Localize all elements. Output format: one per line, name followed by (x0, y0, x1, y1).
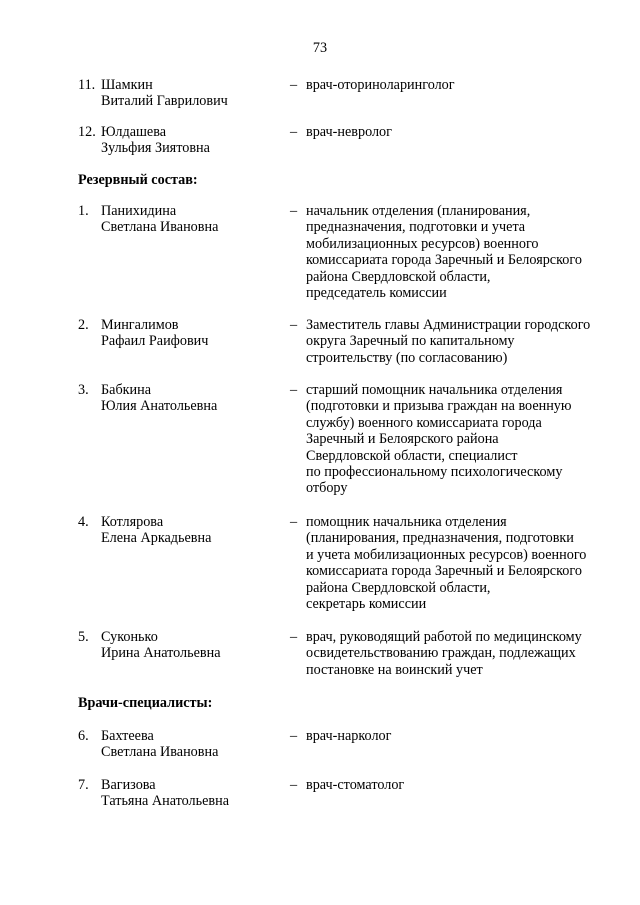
member-name (101, 777, 281, 810)
position-line: председатель комиссии (306, 285, 447, 302)
position-line: врач-оториноларинголог (306, 77, 455, 93)
member-name (101, 382, 281, 415)
given-names: Елена Аркадьевна (101, 530, 212, 547)
member-position (306, 124, 636, 140)
position-line: отбору (306, 480, 348, 497)
entry-number: 6. (78, 728, 89, 744)
surname: Мингалимов (101, 317, 179, 333)
entry-number: 3. (78, 382, 89, 398)
member-name (101, 317, 281, 350)
surname: Панихидина (101, 203, 177, 219)
given-names: Светлана Ивановна (101, 744, 219, 761)
dash: – (290, 728, 298, 744)
dash: – (290, 124, 298, 140)
member-name (101, 124, 281, 157)
member-name (101, 629, 281, 662)
dash: – (290, 77, 298, 93)
position-line: врач-нарколог (306, 728, 392, 744)
position-line: строительству (по согласованию) (306, 349, 508, 366)
given-names: Рафаил Раифович (101, 333, 209, 350)
entry-number: 11. (78, 77, 96, 93)
position-line: и учета мобилизационных ресурсов) военного (306, 546, 587, 563)
entry-number: 4. (78, 514, 89, 530)
position-line: начальник отделения (планирования, (306, 203, 531, 219)
page-number: 73 (312, 40, 328, 56)
position-line: Свердловской области, специалист (306, 447, 518, 464)
entry-number: 2. (78, 317, 89, 333)
entry-number: 7. (78, 777, 89, 793)
dash: – (290, 382, 298, 398)
position-line: Заместитель главы Администрации городского (306, 317, 591, 333)
given-names: Зульфия Зиятовна (101, 140, 210, 157)
member-name (101, 514, 281, 547)
surname: Вагизова (101, 777, 156, 793)
entry-number: 1. (78, 203, 89, 219)
member-position (306, 317, 636, 366)
dash: – (290, 317, 298, 333)
position-line: района Свердловской области, (306, 579, 491, 596)
position-line: секретарь комиссии (306, 596, 427, 613)
position-line: района Свердловской области, (306, 268, 491, 285)
position-line: врач-стоматолог (306, 777, 405, 793)
given-names: Юлия Анатольевна (101, 398, 218, 415)
position-line: старший помощник начальника отделения (306, 382, 563, 398)
entry-number: 12. (78, 124, 96, 140)
member-position (306, 629, 636, 678)
position-line: врач, руководящий работой по медицинскому (306, 629, 582, 645)
member-name (101, 203, 281, 236)
member-position (306, 203, 636, 301)
member-name (101, 728, 281, 761)
given-names: Ирина Анатольевна (101, 645, 221, 662)
surname: Суконько (101, 629, 158, 645)
given-names: Виталий Гаврилович (101, 93, 228, 110)
dash: – (290, 777, 298, 793)
position-line: постановке на воинский учет (306, 661, 483, 678)
member-position (306, 777, 636, 793)
dash: – (290, 514, 298, 530)
position-line: предназначения, подготовки и учета (306, 219, 526, 236)
surname: Бахтеева (101, 728, 154, 744)
position-line: мобилизационных ресурсов) военного (306, 235, 539, 252)
position-line: освидетельствованию граждан, подлежащих (306, 645, 576, 662)
position-line: округа Заречный по капитальному (306, 333, 515, 350)
member-position (306, 514, 636, 612)
entry-number: 5. (78, 629, 89, 645)
position-line: (планирования, предназначения, подготовки (306, 530, 574, 547)
member-position (306, 382, 636, 497)
doctors-heading: Врачи-специалисты: (78, 695, 213, 711)
surname: Бабкина (101, 382, 152, 398)
reserve-heading: Резервный состав: (78, 172, 198, 188)
position-line: комиссариата города Заречный и Белоярского (306, 563, 582, 580)
position-line: службу) военного комиссариата города (306, 414, 542, 431)
dash: – (290, 203, 298, 219)
surname: Юлдашева (101, 124, 167, 140)
position-line: (подготовки и призыва граждан на военную (306, 398, 572, 415)
position-line: врач-невролог (306, 124, 392, 140)
surname: Котлярова (101, 514, 164, 530)
given-names: Светлана Ивановна (101, 219, 219, 236)
position-line: Заречный и Белоярского района (306, 431, 499, 448)
position-line: по профессиональному психологическому (306, 464, 563, 481)
member-position (306, 77, 636, 93)
member-position (306, 728, 636, 744)
position-line: комиссариата города Заречный и Белоярского (306, 252, 582, 269)
member-name (101, 77, 281, 110)
given-names: Татьяна Анатольевна (101, 793, 229, 810)
surname: Шамкин (101, 77, 153, 93)
position-line: помощник начальника отделения (306, 514, 507, 530)
dash: – (290, 629, 298, 645)
